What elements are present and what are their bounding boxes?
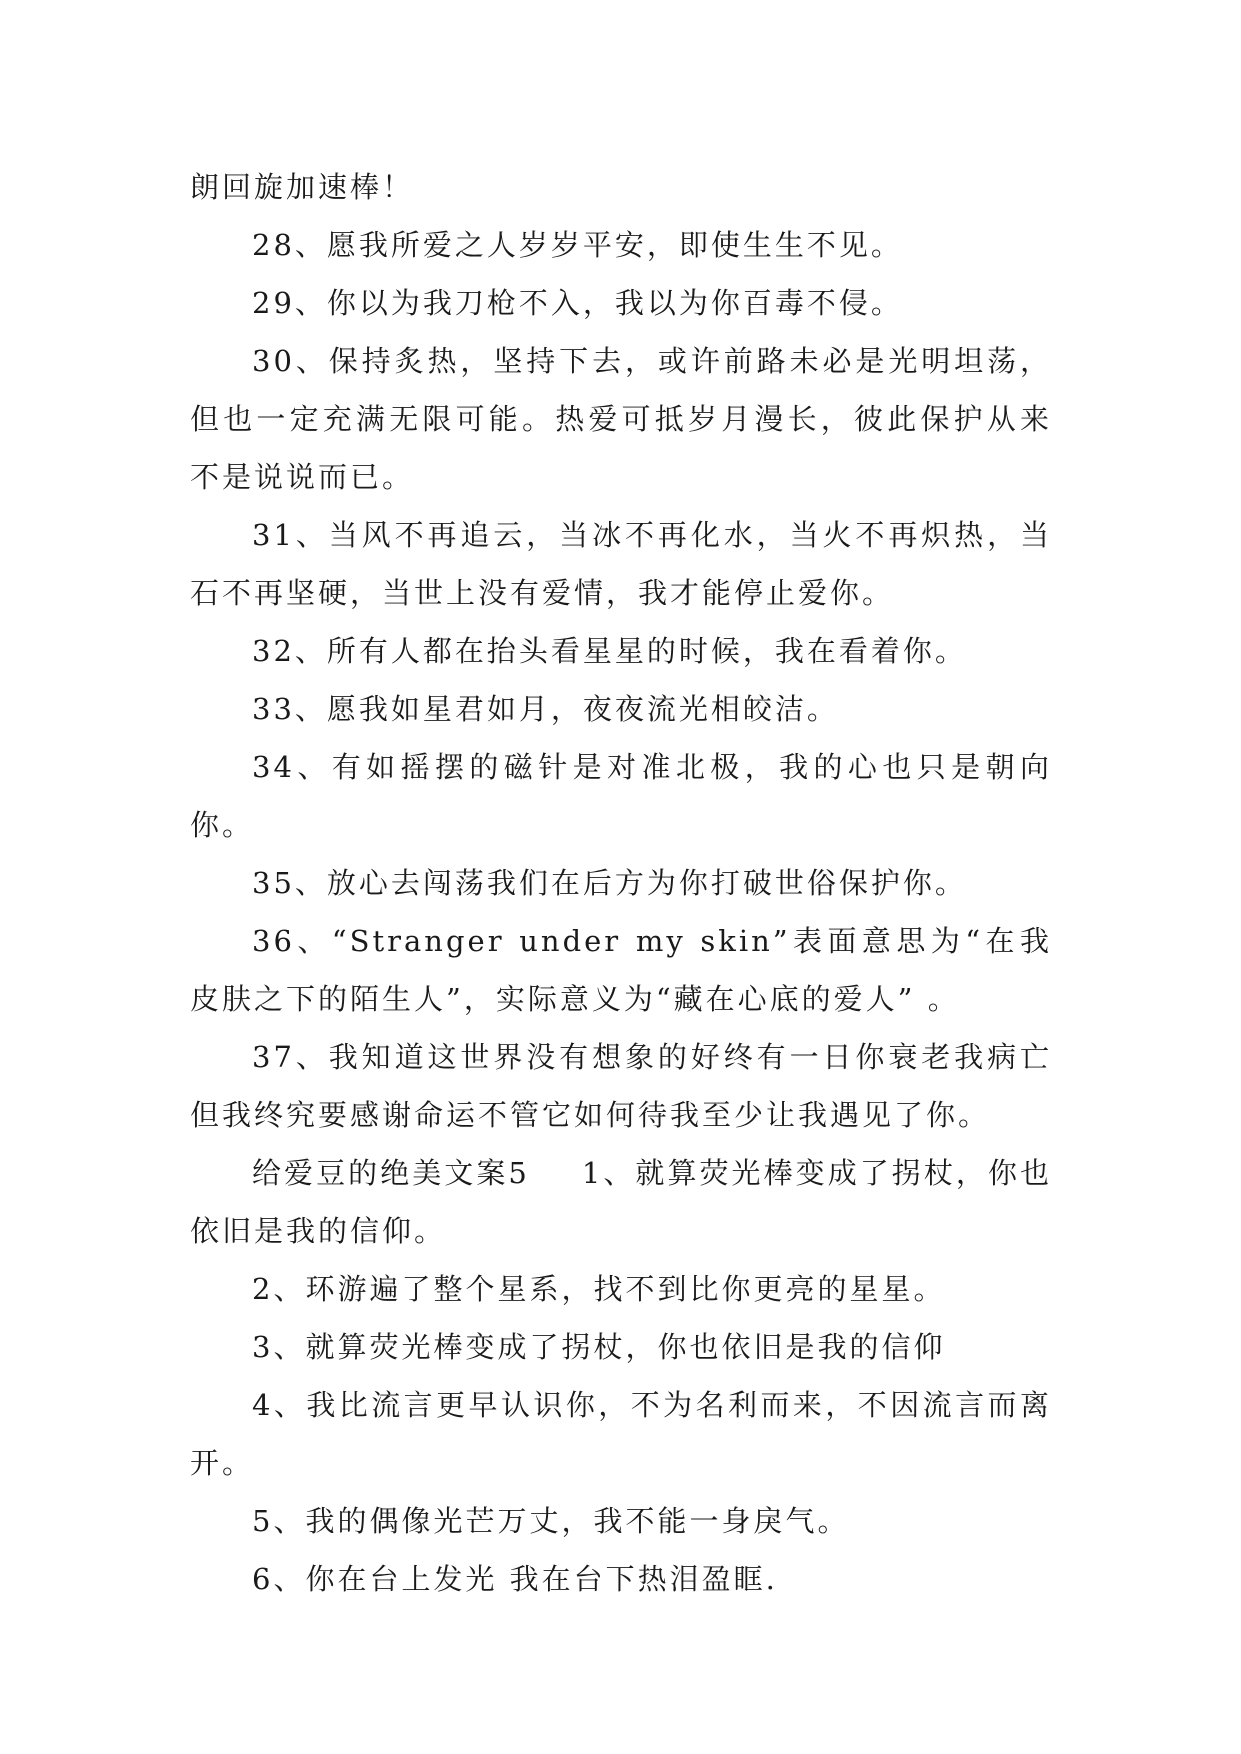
paragraph-item-34: 34、有如摇摆的磁针是对准北极，我的心也只是朝向你。 [190, 750, 1052, 842]
paragraph-item-5: 5、我的偶像光芒万丈，我不能一身戾气。 [252, 1504, 850, 1538]
paragraph-item-35: 35、放心去闯荡我们在后方为你打破世俗保护你。 [252, 866, 967, 900]
paragraph-item-36: 36、“Stranger under my skin”表面意思为“在我皮肤之下的陌生人”，实际意义为“藏在心底的爱人” 。 [190, 924, 1052, 1016]
paragraph-item-31: 31、当风不再追云，当冰不再化水，当火不再炽热，当石不再坚硬，当世上没有爱情，我才能停止爱你。 [190, 518, 1052, 610]
paragraph-item-6: 6、你在台上发光 我在台下热泪盈眶. [252, 1562, 778, 1596]
paragraph-continuation: 朗回旋加速棒！ [190, 170, 415, 204]
paragraph-item-28: 28、愿我所爱之人岁岁平安，即使生生不见。 [252, 228, 903, 262]
paragraph-item-3: 3、就算荧光棒变成了拐杖，你也依旧是我的信仰 [252, 1330, 946, 1364]
paragraph-item-29: 29、你以为我刀枪不入，我以为你百毒不侵。 [252, 286, 903, 320]
paragraph-item-37: 37、我知道这世界没有想象的好终有一日你衰老我病亡但我终究要感谢命运不管它如何待我至少让我遇见了你。 [190, 1040, 1052, 1132]
document-body [190, 158, 1052, 1608]
paragraph-section-5 [190, 1144, 1052, 1260]
paragraph-item-32: 32、所有人都在抬头看星星的时候，我在看着你。 [252, 634, 967, 668]
section-heading: 给爱豆的绝美文案5 [252, 1156, 530, 1190]
section-item-1: 1、就算荧光棒变成了拐杖，你也依旧是我的信仰。 [190, 1156, 1053, 1248]
paragraph-item-33: 33、愿我如星君如月，夜夜流光相皎洁。 [252, 692, 839, 726]
paragraph-item-30: 30、保持炙热，坚持下去，或许前路未必是光明坦荡，但也一定充满无限可能。热爱可抵岁月漫长，彼此保护从来不是说说而已。 [190, 344, 1052, 494]
paragraph-item-4: 4、我比流言更早认识你，不为名利而来，不因流言而离开。 [190, 1388, 1052, 1480]
paragraph-item-2: 2、环游遍了整个星系，找不到比你更亮的星星。 [252, 1272, 946, 1306]
